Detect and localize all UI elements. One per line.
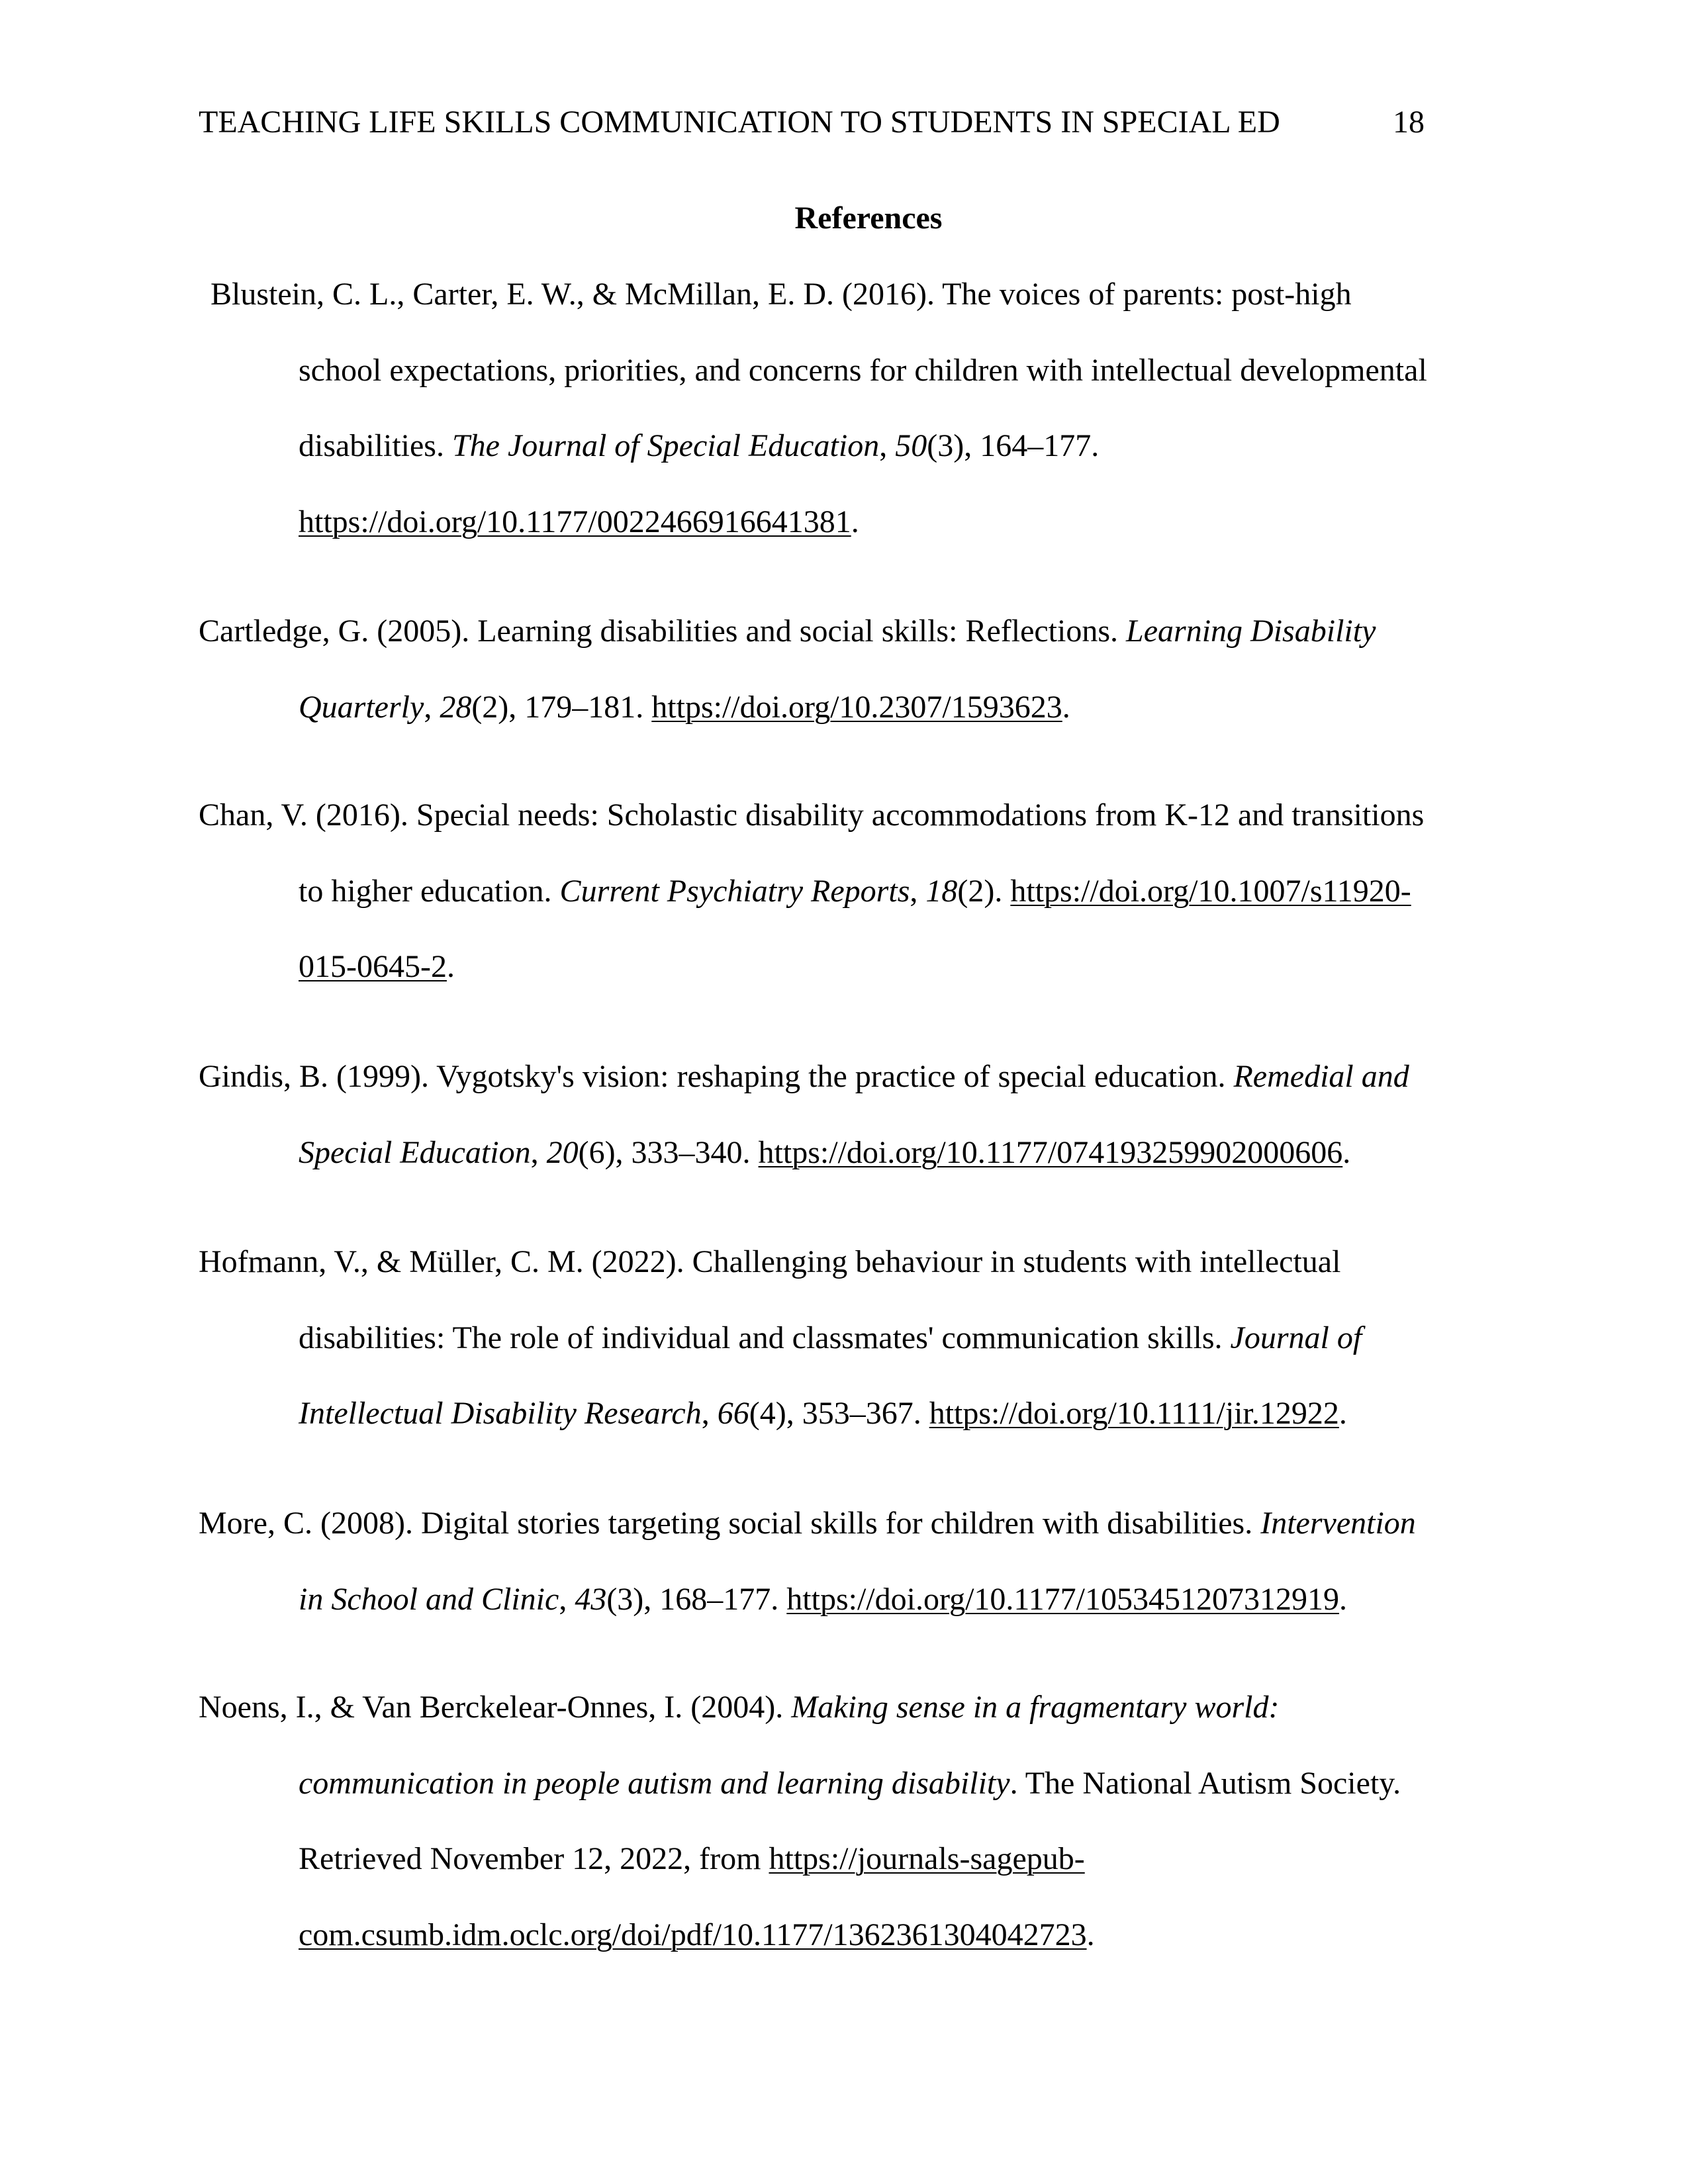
journal-title: Learning Disability	[1126, 614, 1376, 649]
reference-text: ,	[424, 689, 440, 725]
reference-text: (3), 168–177.	[606, 1581, 787, 1617]
reference-text: (2), 179–181.	[471, 689, 652, 725]
journal-title: Special Education	[299, 1134, 531, 1170]
volume-number: 66	[717, 1396, 749, 1431]
reference-line	[199, 854, 1496, 930]
reference-text: (3), 164–177.	[927, 428, 1100, 463]
doi-link-continued[interactable]: 015-0645-2	[299, 949, 447, 984]
reference-text: disabilities: The role of individual and classmates' communication skills.	[299, 1320, 1231, 1355]
doi-link[interactable]: https://doi.org/10.1177/0022466916641381	[299, 504, 851, 539]
reference-text: (4), 353–367.	[749, 1396, 929, 1431]
journal-title: Quarterly	[299, 689, 424, 725]
page-number: 18	[1393, 105, 1425, 140]
reference-line	[199, 1376, 1496, 1452]
volume-number: 50	[895, 428, 927, 463]
journal-title: Remedial and	[1233, 1059, 1409, 1094]
reference-line	[199, 1486, 1496, 1562]
reference-text: .	[1086, 1917, 1095, 1952]
reference-text: disabilities.	[299, 428, 452, 463]
journal-title: The Journal of Special Education	[451, 428, 880, 463]
reference-text: ,	[701, 1396, 718, 1431]
retrieval-link-continued[interactable]: com.csumb.idm.oclc.org/doi/pdf/10.1177/1362361304042723	[299, 1917, 1087, 1952]
reference-text: . The National Autism Society.	[1009, 1765, 1401, 1801]
reference-text: Noens, I., & Van Berckelear-Onnes, I. (2004).	[199, 1690, 792, 1725]
reference-entry-blustein	[199, 257, 1496, 560]
reference-text: ,	[530, 1134, 547, 1170]
reference-line	[199, 1039, 1496, 1115]
reference-text: ,	[559, 1581, 575, 1617]
reference-line	[199, 1670, 1496, 1746]
reference-line: school expectations, priorities, and concerns for children with intellectual developmental	[299, 352, 1427, 388]
volume-number: 43	[575, 1581, 607, 1617]
reference-text: Retrieved November 12, 2022, from	[299, 1841, 769, 1876]
reference-line	[199, 1300, 1496, 1377]
reference-text: Cartledge, G. (2005). Learning disabilities and social skills: Reflections.	[199, 614, 1127, 649]
reference-text: .	[1338, 1396, 1347, 1431]
reference-text: .	[446, 949, 455, 984]
reference-line	[199, 1897, 1496, 1974]
reference-text: (2).	[957, 873, 1011, 909]
reference-text: .	[1342, 1134, 1351, 1170]
reference-line: Hofmann, V., & Müller, C. M. (2022). Challenging behaviour in students with intellectual	[199, 1244, 1341, 1279]
running-head-title: TEACHING LIFE SKILLS COMMUNICATION TO STUDENTS IN SPECIAL ED	[199, 105, 1280, 140]
reference-text: ,	[910, 873, 926, 909]
journal-title: Current Psychiatry Reports	[559, 873, 910, 909]
reference-text: More, C. (2008). Digital stories targeting social skills for children with disabilities.	[199, 1506, 1261, 1541]
doi-link[interactable]: https://doi.org/10.2307/1593623	[651, 689, 1062, 725]
running-head	[199, 99, 1425, 146]
volume-number: 18	[925, 873, 958, 909]
doi-link[interactable]: https://doi.org/10.1177/1053451207312919	[786, 1581, 1339, 1617]
reference-line	[199, 670, 1496, 746]
reference-entry-hofmann	[199, 1224, 1496, 1452]
reference-text: .	[851, 504, 859, 539]
journal-title: in School and Clinic	[299, 1581, 559, 1617]
reference-entry-chan	[199, 778, 1496, 1005]
reference-line	[199, 408, 1496, 484]
reference-line: Chan, V. (2016). Special needs: Scholastic disability accommodations from K-12 and transitions	[199, 797, 1425, 833]
volume-number: 20	[546, 1134, 579, 1170]
retrieval-link[interactable]: https://journals-sagepub-	[769, 1841, 1085, 1876]
volume-number: 28	[440, 689, 472, 725]
doi-link[interactable]: https://doi.org/10.1111/jir.12922	[929, 1396, 1339, 1431]
reference-text: ,	[879, 428, 896, 463]
reference-line	[199, 929, 1496, 1005]
reference-line	[199, 1821, 1496, 1897]
reference-line	[199, 1746, 1496, 1822]
reference-entry-cartledge	[199, 594, 1496, 745]
reference-text: .	[1338, 1581, 1347, 1617]
reference-text: Gindis, B. (1999). Vygotsky's vision: reshaping the practice of special education.	[199, 1059, 1234, 1094]
doi-link[interactable]: https://doi.org/10.1177/074193259902000606	[758, 1134, 1343, 1170]
reference-text: (6), 333–340.	[578, 1134, 759, 1170]
reference-text: .	[1062, 689, 1070, 725]
book-title: Making sense in a fragmentary world:	[791, 1690, 1280, 1725]
reference-entry-gindis	[199, 1039, 1496, 1191]
reference-line	[199, 484, 1496, 561]
journal-title: Intellectual Disability Research	[299, 1396, 702, 1431]
journal-title: Journal of	[1230, 1320, 1362, 1355]
reference-line	[199, 1115, 1496, 1191]
reference-line: Blustein, C. L., Carter, E. W., & McMillan, E. D. (2016). The voices of parents: post-high	[211, 277, 1352, 312]
book-title: communication in people autism and learning disability	[299, 1765, 1010, 1801]
reference-text: to higher education.	[299, 873, 560, 909]
reference-entry-noens	[199, 1670, 1496, 1973]
reference-entry-more	[199, 1486, 1496, 1637]
doi-link[interactable]: https://doi.org/10.1007/s11920-	[1010, 873, 1411, 909]
journal-title: Intervention	[1260, 1506, 1416, 1541]
reference-line	[199, 594, 1496, 670]
reference-line	[199, 1562, 1496, 1638]
references-heading: References	[794, 201, 943, 236]
